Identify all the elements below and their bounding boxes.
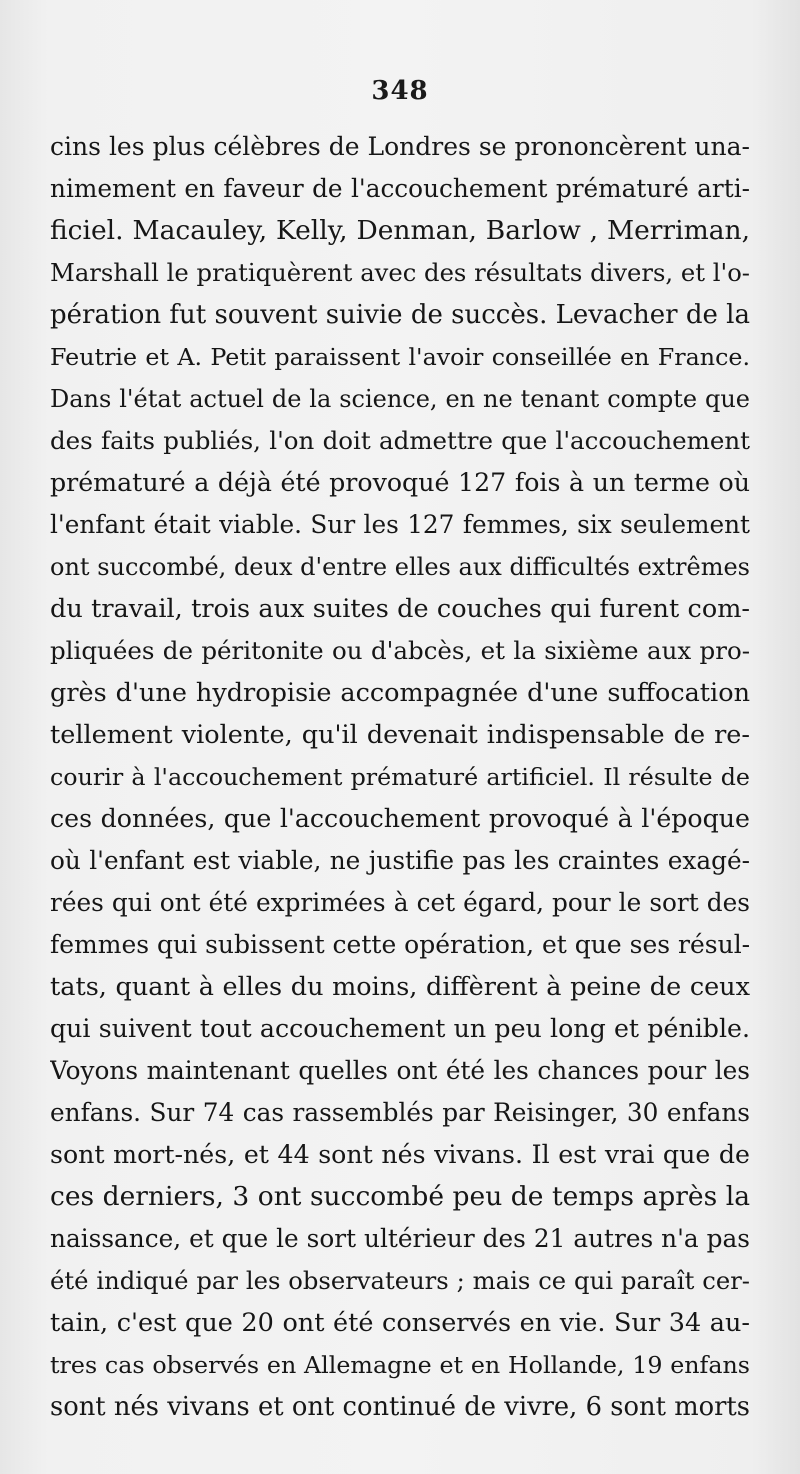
text-line: pération fut souvent suivie de succès. Levacher de la	[50, 300, 750, 330]
text-line: ces données, que l'accouchement provoqué à l'époque	[50, 804, 750, 833]
text-line: ces derniers, 3 ont succombé peu de temps après la	[50, 1181, 750, 1212]
text-line: naissance, et que le sort ultérieur des 21 autres n'a pas	[50, 1224, 750, 1253]
text-line: prématuré a déjà été provoqué 127 fois à un terme où	[50, 468, 750, 497]
body-text	[50, 126, 750, 1428]
text-line: tain, c'est que 20 ont été conservés en vie. Sur 34 au-	[50, 1308, 750, 1338]
text-line: Dans l'état actuel de la science, en ne tenant compte que	[50, 385, 750, 413]
text-line: du travail, trois aux suites de couches qui furent com-	[50, 594, 750, 624]
text-line: Voyons maintenant quelles ont été les chances pour les	[50, 1056, 750, 1085]
text-line: ficiel. Macauley, Kelly, Denman, Barlow , Merriman,	[50, 215, 750, 246]
text-line: qui suivent tout accouchement un peu long et pénible.	[50, 1014, 750, 1043]
text-line: l'enfant était viable. Sur les 127 femmes, six seulement	[50, 510, 750, 539]
text-line: ont succombé, deux d'entre elles aux difficultés extrêmes	[50, 553, 750, 581]
text-line: femmes qui subissent cette opération, et que ses résul-	[50, 930, 750, 959]
text-line: où l'enfant est viable, ne justifie pas les craintes exagé-	[50, 846, 750, 875]
page-number: 348	[371, 76, 429, 106]
text-line: pliquées de péritonite ou d'abcès, et la sixième aux pro-	[50, 636, 750, 665]
text-line: enfans. Sur 74 cas rassemblés par Reisinger, 30 enfans	[50, 1098, 750, 1127]
text-line: sont mort-nés, et 44 sont nés vivans. Il est vrai que de	[50, 1140, 750, 1169]
text-line: été indiqué par les observateurs ; mais ce qui paraît cer-	[50, 1266, 750, 1295]
text-line: cins les plus célèbres de Londres se prononcèrent una-	[50, 132, 750, 161]
text-line: Marshall le pratiquèrent avec des résultats divers, et l'o-	[50, 258, 750, 287]
text-line: grès d'une hydropisie accompagnée d'une suffocation	[50, 678, 750, 708]
text-line: tres cas observés en Allemagne et en Hollande, 19 enfans	[50, 1351, 750, 1379]
text-line: nimement en faveur de l'accouchement prématuré arti-	[50, 174, 750, 203]
text-line: Feutrie et A. Petit paraissent l'avoir conseillée en France.	[50, 343, 750, 371]
text-line: sont nés vivans et ont continué de vivre, 6 sont morts	[50, 1392, 750, 1422]
text-line: des faits publiés, l'on doit admettre que l'accouchement	[50, 426, 750, 455]
text-line: courir à l'accouchement prématuré artificiel. Il résulte de	[50, 763, 750, 791]
text-line: rées qui ont été exprimées à cet égard, pour le sort des	[50, 888, 750, 917]
text-line: tellement violente, qu'il devenait indispensable de re-	[50, 720, 750, 750]
text-line: tats, quant à elles du moins, diffèrent à peine de ceux	[50, 972, 750, 1002]
